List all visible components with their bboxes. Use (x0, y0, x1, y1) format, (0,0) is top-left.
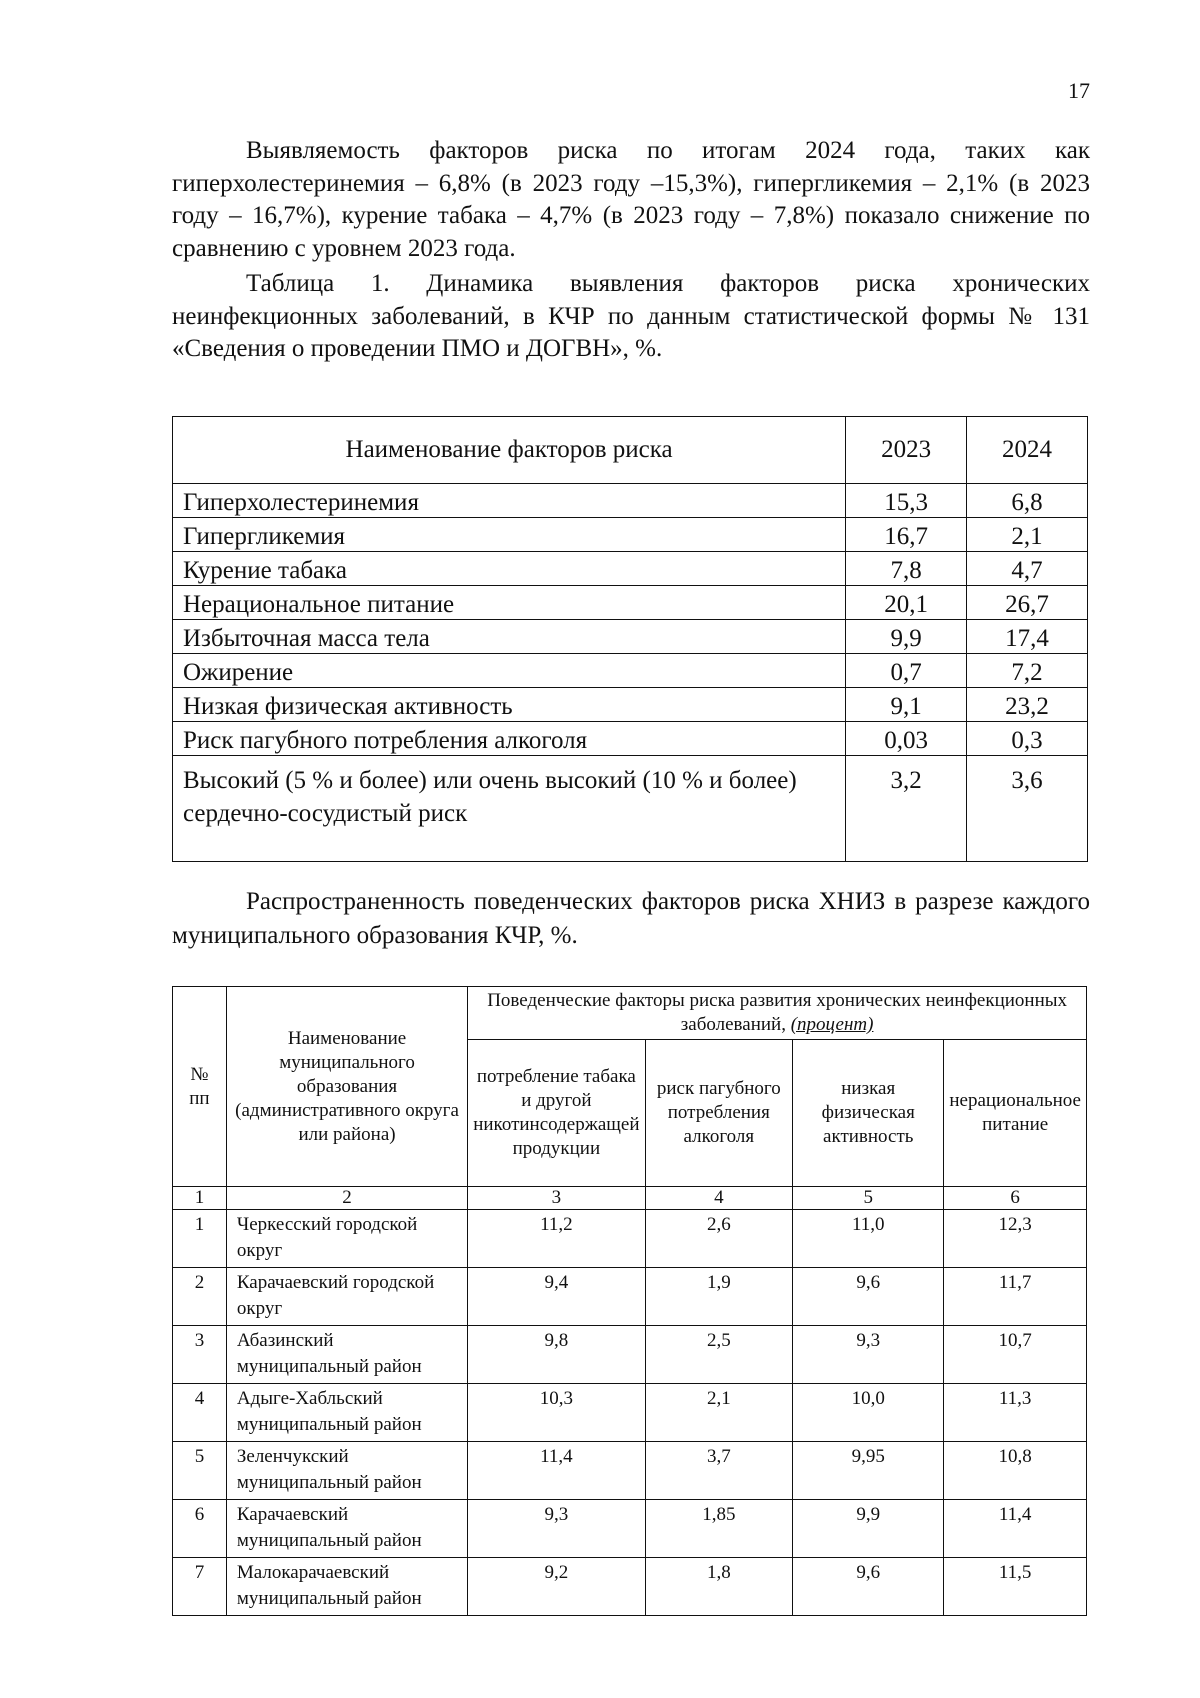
nutrition-value: 10,7 (944, 1326, 1087, 1384)
nutrition-value: 11,5 (944, 1558, 1087, 1616)
column-number: 6 (944, 1187, 1087, 1210)
activity-value: 10,0 (793, 1384, 944, 1442)
alcohol-value: 1,85 (645, 1500, 793, 1558)
value-2024: 7,2 (967, 654, 1088, 688)
row-number: 3 (173, 1326, 227, 1384)
nutrition-value: 11,7 (944, 1268, 1087, 1326)
nutrition-value: 11,3 (944, 1384, 1087, 1442)
table2-row (173, 1442, 1087, 1500)
table1-caption: Таблица 1. Динамика выявления факторов риска хронических неинфекционных заболеваний, в КЧР по данным статистической формы № 131 «Сведения о проведении ПМО и ДОГВН», %. (172, 270, 1090, 362)
municipality-name: Черкесский городской округ (226, 1210, 467, 1268)
table2-caption: Распространенность поведенческих факторов риска ХНИЗ в разрезе каждого муниципального образования КЧР, %. (172, 888, 1090, 949)
nutrition-value: 12,3 (944, 1210, 1087, 1268)
municipality-name: Зеленчукский муниципальный район (226, 1442, 467, 1500)
tobacco-value: 9,3 (468, 1500, 645, 1558)
risk-factors-dynamics-table (172, 416, 1088, 862)
value-2023: 20,1 (846, 586, 967, 620)
nutrition-value: 11,4 (944, 1500, 1087, 1558)
table1-header-row (173, 417, 1088, 484)
value-2024: 6,8 (967, 484, 1088, 518)
table1-row (173, 586, 1088, 620)
alcohol-value: 2,6 (645, 1210, 793, 1268)
value-2024: 0,3 (967, 722, 1088, 756)
row-number: 4 (173, 1384, 227, 1442)
activity-value: 9,3 (793, 1326, 944, 1384)
alcohol-value: 1,8 (645, 1558, 793, 1616)
table1-row (173, 484, 1088, 518)
municipality-name: Малокарачаевский муниципальный район (226, 1558, 467, 1616)
risk-factor-name: Ожирение (173, 654, 846, 688)
table1-row (173, 518, 1088, 552)
alcohol-value: 3,7 (645, 1442, 793, 1500)
tobacco-value: 9,8 (468, 1326, 645, 1384)
value-2023: 16,7 (846, 518, 967, 552)
nutrition-value: 10,8 (944, 1442, 1087, 1500)
table2-header-alcohol: риск пагубного потребления алкоголя (645, 1040, 793, 1187)
value-2024: 23,2 (967, 688, 1088, 722)
risk-factor-name: Риск пагубного потребления алкоголя (173, 722, 846, 756)
value-2024: 2,1 (967, 518, 1088, 552)
activity-value: 9,6 (793, 1558, 944, 1616)
value-2023: 3,2 (846, 756, 967, 862)
table1-header-2023: 2023 (846, 417, 967, 484)
value-2024: 4,7 (967, 552, 1088, 586)
value-2024: 3,6 (967, 756, 1088, 862)
risk-factor-name: Гиперхолестеринемия (173, 484, 846, 518)
tobacco-value: 10,3 (468, 1384, 645, 1442)
value-2023: 9,9 (846, 620, 967, 654)
value-2023: 0,03 (846, 722, 967, 756)
table2-header-name: Наименование муниципального образования (административного округа или района) (226, 987, 467, 1187)
tobacco-value: 9,4 (468, 1268, 645, 1326)
row-number: 7 (173, 1558, 227, 1616)
tobacco-value: 11,2 (468, 1210, 645, 1268)
table1-row (173, 722, 1088, 756)
risk-factor-name: Высокий (5 % и более) или очень высокий (10 % и более) сердечно-сосудистый риск (173, 756, 846, 862)
table1-row (173, 620, 1088, 654)
column-number: 2 (226, 1187, 467, 1210)
table2-header-nutrition: нерациональное питание (944, 1040, 1087, 1187)
activity-value: 9,95 (793, 1442, 944, 1500)
table1-row (173, 654, 1088, 688)
value-2024: 26,7 (967, 586, 1088, 620)
table2-header-activity: низкая физическая активность (793, 1040, 944, 1187)
table2-row (173, 1326, 1087, 1384)
municipal-risk-factors-table (172, 986, 1087, 1616)
activity-value: 9,9 (793, 1500, 944, 1558)
alcohol-value: 1,9 (645, 1268, 793, 1326)
value-2023: 15,3 (846, 484, 967, 518)
value-2024: 17,4 (967, 620, 1088, 654)
municipality-name: Карачаевский городской округ (226, 1268, 467, 1326)
row-number: 5 (173, 1442, 227, 1500)
activity-value: 9,6 (793, 1268, 944, 1326)
page-number: 17 (1068, 78, 1090, 103)
intro-paragraph: Выявляемость факторов риска по итогам 2024 года, таких как гиперхолестеринемия – 6,8% (в 2023 году –15,3%), гипергликемия – 2,1% (в 2023 году – 16,7%), курение табака – 4,7% (в 2023 году – 7,8%) показало снижение по сравнению с уровнем 2023 года. (172, 137, 1090, 262)
row-number: 2 (173, 1268, 227, 1326)
table1-row (173, 552, 1088, 586)
risk-factor-name: Избыточная масса тела (173, 620, 846, 654)
tobacco-value: 9,2 (468, 1558, 645, 1616)
value-2023: 0,7 (846, 654, 967, 688)
table1-header-2024: 2024 (967, 417, 1088, 484)
municipality-name: Абазинский муниципальный район (226, 1326, 467, 1384)
column-number: 1 (173, 1187, 227, 1210)
risk-factor-name: Низкая физическая активность (173, 688, 846, 722)
table2-row (173, 1500, 1087, 1558)
table2-row (173, 1210, 1087, 1268)
risk-factor-name: Гипергликемия (173, 518, 846, 552)
table1-header-name: Наименование факторов риска (173, 417, 846, 484)
table1-row (173, 756, 1088, 862)
alcohol-value: 2,5 (645, 1326, 793, 1384)
row-number: 6 (173, 1500, 227, 1558)
table2-header-group-unit: (процент) (790, 1014, 874, 1035)
risk-factor-name: Курение табака (173, 552, 846, 586)
value-2023: 7,8 (846, 552, 967, 586)
table2-header-num: № пп (173, 987, 227, 1187)
table2-row (173, 1384, 1087, 1442)
column-number: 4 (645, 1187, 793, 1210)
column-number: 5 (793, 1187, 944, 1210)
alcohol-value: 2,1 (645, 1384, 793, 1442)
column-number: 3 (468, 1187, 645, 1210)
municipality-name: Адыге-Хабльский муниципальный район (226, 1384, 467, 1442)
tobacco-value: 11,4 (468, 1442, 645, 1500)
table2-row (173, 1268, 1087, 1326)
table2-header-group-text: Поведенческие факторы риска развития хронических неинфекционных заболеваний, (487, 990, 1067, 1035)
risk-factor-name: Нерациональное питание (173, 586, 846, 620)
activity-value: 11,0 (793, 1210, 944, 1268)
municipality-name: Карачаевский муниципальный район (226, 1500, 467, 1558)
table2-row (173, 1558, 1087, 1616)
table2-column-numbers-row (173, 1187, 1087, 1210)
table2-header-group (468, 987, 1087, 1040)
table2-header-tobacco: потребление табака и другой никотинсодержащей продукции (468, 1040, 645, 1187)
table1-row (173, 688, 1088, 722)
table2-header-row (173, 987, 1087, 1040)
row-number: 1 (173, 1210, 227, 1268)
value-2023: 9,1 (846, 688, 967, 722)
